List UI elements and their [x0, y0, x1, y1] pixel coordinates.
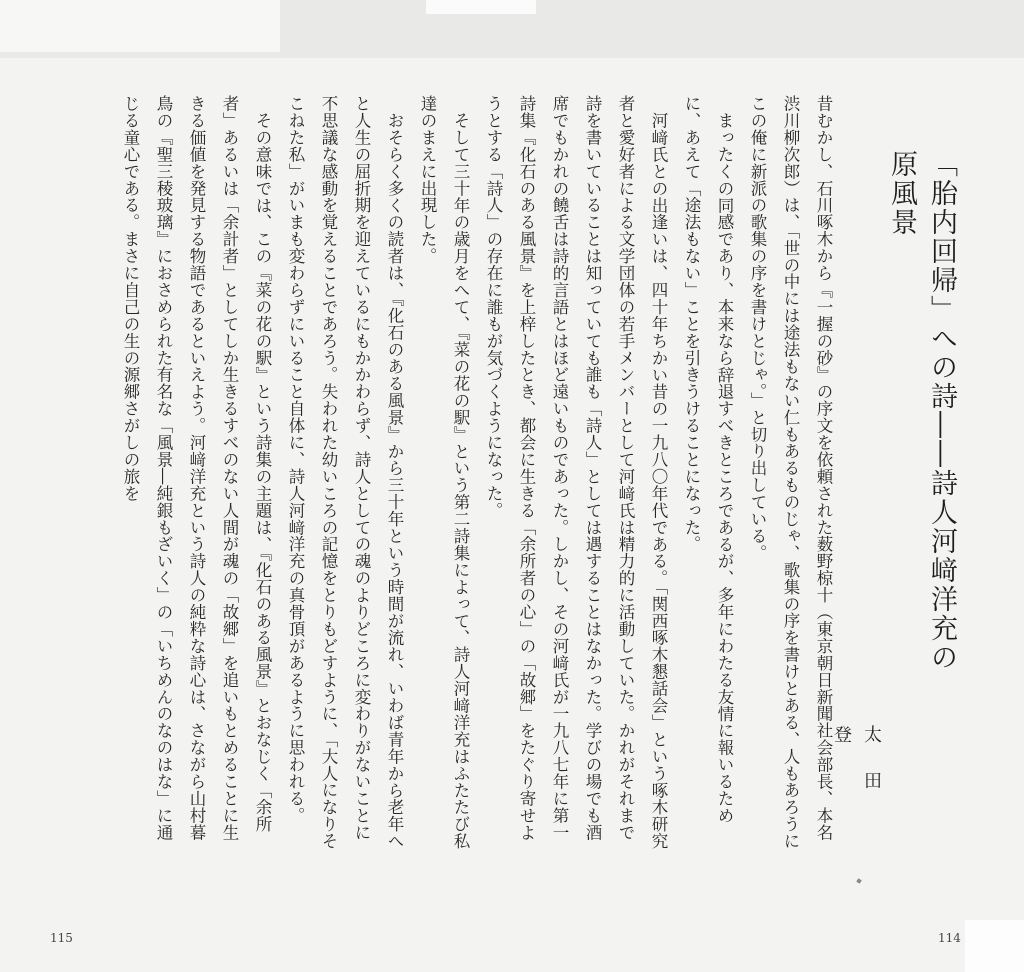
- paragraph-1: 昔むかし、石川啄木から『一握の砂』の序文を依頼された薮野椋十（東京朝日新聞社会部長、本名渋川柳次郎）は、「世の中には途法もない仁もあるものじゃ、歌集の序を書けとある、人もあろうにこの俺に新派の歌集の序を書けとじゃ。」と切り出している。: [748, 95, 833, 850]
- scan-speck: [856, 878, 862, 884]
- essay-body: [40, 95, 840, 855]
- essay-title: 「胎内回帰」への詩――詩人河﨑洋充の原風景: [886, 150, 957, 672]
- scan-paper-edge: [0, 0, 280, 52]
- paragraph-3: 河﨑氏との出逢いは、四十年ちかい昔の一九八〇年代である。「関西啄木懇話会」という啄木研究者と愛好者による文学団体の若手メンバーとして河﨑氏は精力的に活動していた。かれがそれまで詩を書いていることは知っていても誰も「詩人」としては遇することはなかった。学びの場でも酒席でもかれの饒舌は詩的言語とはほど遠いものであった。しかし、その河﨑氏が一九八七年に第一詩集『化石のある風景』を上梓したとき、都会に生きる「余所者の心」の「故郷」をたぐり寄せようとする「詩人」の存在に誰もが気づくようになった。: [484, 95, 668, 850]
- scan-white-patch: [965, 920, 1024, 972]
- page-number-right: 114: [938, 931, 961, 945]
- page-number-left: 115: [50, 931, 73, 945]
- paragraph-2: まったくの同感であり、本来なら辞退すべきところであるが、多年にわたる友情に報いるために、あえて「途法もない」ことを引きうけることになった。: [682, 95, 734, 824]
- paragraph-6: その意味では、この『菜の花の駅』という詩集の主題は、『化石のある風景』とおなじく「余所者」あるいは「余計者」としてしか生きるすべのない人間が魂の「故郷」を追いもとめることに生きる価値を発見する物語であるといえよう。河﨑洋充という詩人の純粋な詩心は、さながら山村暮鳥の『聖三稜玻璃』におさめられた有名な「風景―純銀もざいく」の「いちめんのなのはな」に通じる童心である。まさに自己の生の源郷さがしの旅を: [121, 95, 272, 841]
- paragraph-4: そして三十年の歳月をへて、『菜の花の駅』という第二詩集によって、詩人河﨑洋充はふたたび私達のまえに出現した。: [418, 95, 470, 850]
- scan-notch: [426, 0, 536, 14]
- paragraph-5: おそらく多くの読者は、『化石のある風景』から三十年という時間が流れ、いわば青年から老年へと人生の屈折期を迎えているにもかかわらず、詩人としての魂のよりどころに変わりがないことに不思議な感動を覚えることであろう。失われた幼いころの記憶をとりもどすように、「大人になりそこねた私」がいまも変わらずにいること自体に、詩人河﨑洋充の真骨頂があるように思われる。: [286, 95, 404, 850]
- author-name: 太田 登: [831, 725, 882, 863]
